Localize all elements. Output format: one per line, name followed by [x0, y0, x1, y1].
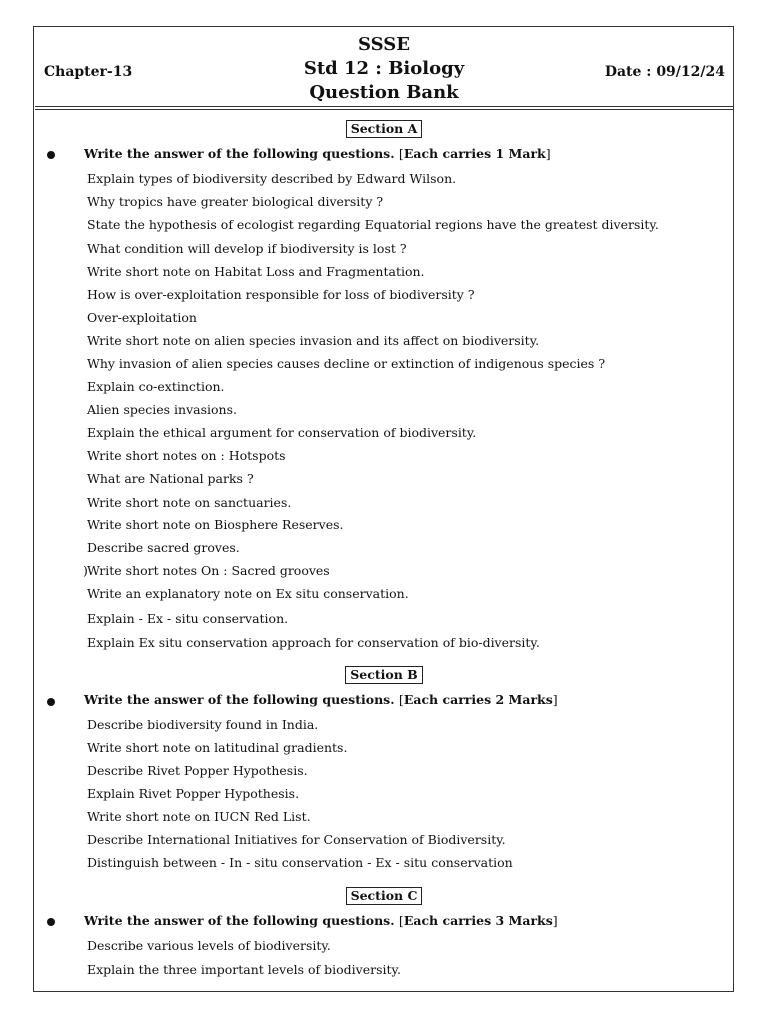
school-name: SSSE	[358, 34, 410, 55]
question-item: Describe sacred groves.	[87, 540, 240, 555]
section-c-instruction	[84, 913, 558, 928]
instruction-text: Write the answer of the following questions.	[84, 913, 395, 928]
question-item: Explain the ethical argument for conservation of biodiversity.	[87, 425, 477, 440]
marks-open: [	[398, 913, 404, 928]
section-heading: Section B	[345, 666, 422, 684]
instruction-text: Write the answer of the following questions.	[84, 692, 395, 707]
question-item: Explain co-extinction.	[87, 379, 225, 394]
question-item: Write short note on Biosphere Reserves.	[87, 517, 344, 532]
marks-text: Each carries 2 Marks	[403, 692, 553, 707]
section-a-instruction	[84, 146, 551, 161]
question-item: Write an explanatory note on Ex situ conservation.	[87, 586, 409, 601]
question-item: Write short note on IUCN Red List.	[87, 809, 311, 824]
date-label: Date : 09/12/24	[604, 64, 725, 80]
section-a-title	[0, 118, 768, 138]
bullet-icon	[47, 151, 55, 159]
section-b-instruction	[84, 692, 558, 707]
question-item: Explain Rivet Popper Hypothesis.	[87, 786, 300, 801]
question-item: Describe biodiversity found in India.	[87, 717, 319, 732]
question-item: Distinguish between - In - situ conservation - Ex - situ conservation	[87, 855, 513, 870]
question-item: State the hypothesis of ecologist regarding Equatorial regions have the greatest diversity.	[87, 217, 659, 232]
question-item: Explain Ex situ conservation approach for conservation of bio-diversity.	[87, 635, 540, 650]
marks-text: Each carries 3 Marks	[403, 913, 553, 928]
header-divider	[35, 109, 734, 110]
question-item: Explain the three important levels of biodiversity.	[87, 962, 401, 977]
marks-close: ]	[552, 913, 558, 928]
question-item: Describe International Initiatives for Conservation of Biodiversity.	[87, 832, 506, 847]
question-item: Explain types of biodiversity described by Edward Wilson.	[87, 171, 457, 186]
marks-close: ]	[545, 146, 551, 161]
question-item: What condition will develop if biodiversity is lost ?	[87, 241, 407, 256]
question-item: Describe various levels of biodiversity.	[87, 938, 331, 953]
marks-close: ]	[552, 692, 558, 707]
question-item: Write short notes on : Hotspots	[87, 448, 286, 463]
bullet-icon	[47, 918, 55, 926]
question-item: Write short note on sanctuaries.	[87, 495, 292, 510]
question-item: Write short note on latitudinal gradients.	[87, 740, 348, 755]
question-item: Over-exploitation	[87, 310, 197, 325]
bullet-icon	[47, 698, 55, 706]
instruction-text: Write the answer of the following questions.	[84, 146, 395, 161]
section-b-title	[0, 664, 768, 684]
section-c-title	[0, 885, 768, 905]
question-item: Write short note on alien species invasion and its affect on biodiversity.	[87, 333, 540, 348]
marks-text: Each carries 1 Mark	[403, 146, 546, 161]
question-item: Alien species invasions.	[87, 402, 237, 417]
question-item: Why tropics have greater biological diversity ?	[87, 194, 384, 209]
question-item: Write short note on Habitat Loss and Fragmentation.	[87, 264, 425, 279]
document-type: Question Bank	[309, 82, 459, 103]
section-heading: Section C	[346, 887, 423, 905]
question-item: Explain - Ex - situ conservation.	[87, 611, 289, 626]
question-item: Why invasion of alien species causes decline or extinction of indigenous species ?	[87, 356, 606, 371]
header-divider	[35, 106, 734, 107]
subject-title: Std 12 : Biology	[303, 58, 465, 79]
stray-mark: )	[83, 563, 88, 578]
marks-open: [	[398, 692, 404, 707]
question-item: What are National parks ?	[87, 471, 254, 486]
section-heading: Section A	[346, 120, 423, 138]
chapter-label: Chapter-13	[44, 64, 133, 80]
question-item: Describe Rivet Popper Hypothesis.	[87, 763, 308, 778]
question-item: How is over-exploitation responsible for loss of biodiversity ?	[87, 287, 475, 302]
question-item: Write short notes On : Sacred grooves	[87, 563, 330, 578]
marks-open: [	[398, 146, 404, 161]
